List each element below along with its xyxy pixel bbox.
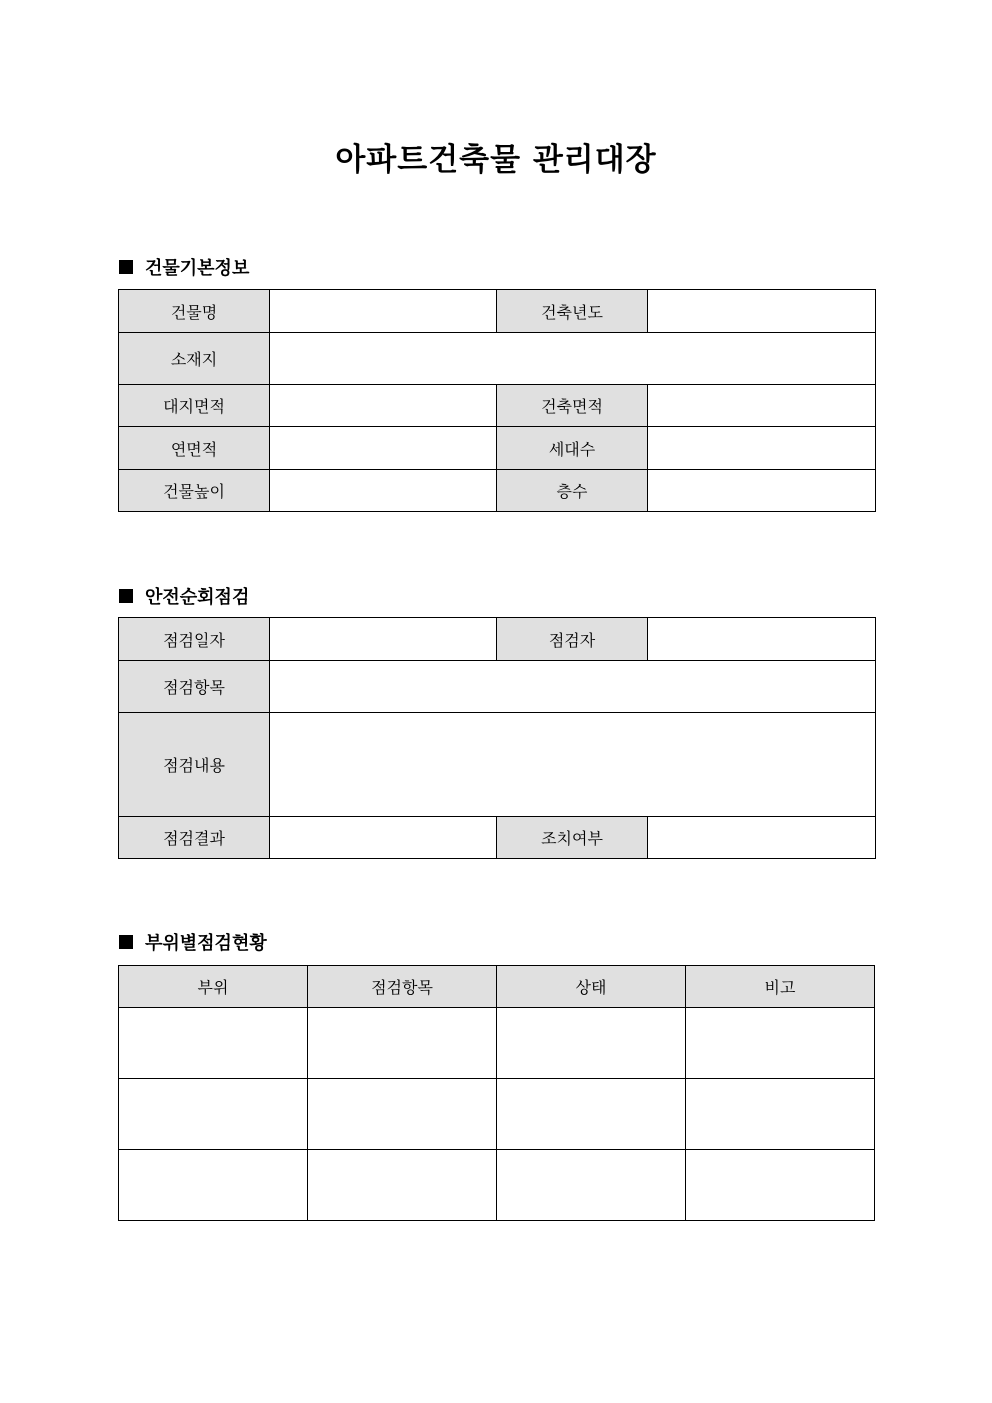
inspection-details-field[interactable] (270, 713, 876, 817)
label-floors: 층수 (497, 470, 648, 512)
section-heading-label: 건물기본정보 (145, 258, 250, 279)
inspection-date-field[interactable] (270, 618, 497, 661)
column-header-part: 부위 (119, 966, 308, 1008)
inspection-items-cell[interactable] (308, 1150, 497, 1221)
part-cell[interactable] (119, 1008, 308, 1079)
households-field[interactable] (648, 427, 876, 470)
table-header-row (119, 966, 875, 1008)
remarks-cell[interactable] (686, 1150, 875, 1221)
building-area-field[interactable] (648, 385, 876, 427)
location-field[interactable] (270, 333, 876, 385)
section-heading-safety-patrol (119, 583, 249, 609)
part-cell[interactable] (119, 1079, 308, 1150)
square-bullet-icon (119, 589, 133, 603)
label-action-taken: 조치여부 (497, 817, 648, 859)
basic-info-table (118, 289, 876, 512)
square-bullet-icon (119, 935, 133, 949)
inspection-result-field[interactable] (270, 817, 497, 859)
inspector-field[interactable] (648, 618, 876, 661)
section-heading-part-status (119, 929, 267, 955)
label-building-name: 건물명 (119, 290, 270, 333)
label-building-height: 건물높이 (119, 470, 270, 512)
label-households: 세대수 (497, 427, 648, 470)
building-name-field[interactable] (270, 290, 497, 333)
construction-year-field[interactable] (648, 290, 876, 333)
label-site-area: 대지면적 (119, 385, 270, 427)
status-cell[interactable] (497, 1008, 686, 1079)
remarks-cell[interactable] (686, 1008, 875, 1079)
label-inspection-details: 점검내용 (119, 713, 270, 817)
safety-inspection-table (118, 617, 876, 859)
section-heading-label: 안전순회점검 (145, 587, 250, 608)
label-inspector: 점검자 (497, 618, 648, 661)
label-inspection-date: 점검일자 (119, 618, 270, 661)
label-inspection-items: 점검항목 (119, 661, 270, 713)
part-status-table (118, 965, 875, 1221)
label-construction-year: 건축년도 (497, 290, 648, 333)
inspection-items-cell[interactable] (308, 1079, 497, 1150)
column-header-remarks: 비고 (686, 966, 875, 1008)
remarks-cell[interactable] (686, 1079, 875, 1150)
status-cell[interactable] (497, 1150, 686, 1221)
section-heading-basic-info (119, 254, 249, 280)
status-cell[interactable] (497, 1079, 686, 1150)
action-taken-field[interactable] (648, 817, 876, 859)
label-location: 소재지 (119, 333, 270, 385)
column-header-inspection-items: 점검항목 (308, 966, 497, 1008)
section-heading-label: 부위별점검현황 (145, 933, 267, 954)
inspection-items-field[interactable] (270, 661, 876, 713)
table-row (119, 1150, 875, 1221)
floors-field[interactable] (648, 470, 876, 512)
inspection-items-cell[interactable] (308, 1008, 497, 1079)
column-header-status: 상태 (497, 966, 686, 1008)
building-height-field[interactable] (270, 470, 497, 512)
label-inspection-result: 점검결과 (119, 817, 270, 859)
table-row (119, 1008, 875, 1079)
label-building-area: 건축면적 (497, 385, 648, 427)
label-total-floor-area: 연면적 (119, 427, 270, 470)
square-bullet-icon (119, 260, 133, 274)
site-area-field[interactable] (270, 385, 497, 427)
table-row (119, 1079, 875, 1150)
total-floor-area-field[interactable] (270, 427, 497, 470)
part-cell[interactable] (119, 1150, 308, 1221)
page-title: 아파트건축물 관리대장 (335, 142, 657, 178)
